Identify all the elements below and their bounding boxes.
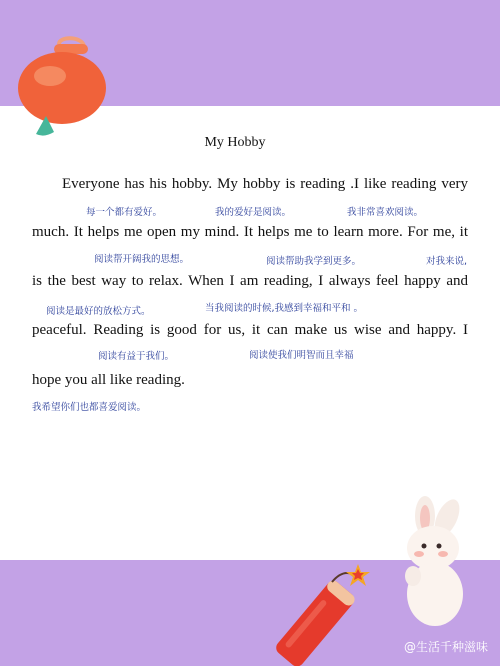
text-line-4: peaceful. Reading is good for us, it can make us wise and happy. I: [32, 322, 468, 338]
text-line-3: is the best way to relax. When I am reading, I always feel happy and: [32, 273, 468, 289]
text-line-2: much. It helps me open my mind. It helps me to learn more. For me, it: [32, 224, 468, 240]
translation-2a: 阅读帮开阔我的思想。: [94, 254, 190, 265]
translation-1b: 我的爱好是阅读。: [215, 207, 292, 218]
translation-3a: 阅读是最好的放松方式。: [46, 306, 151, 317]
bunny-icon: [395, 496, 475, 626]
translation-1c: 我非常喜欢阅读。: [347, 207, 424, 218]
firecracker-icon: [262, 560, 382, 666]
document-title: My Hobby: [204, 135, 266, 150]
lantern-icon: [14, 36, 114, 140]
translation-2b: 阅读帮助我学到更多。: [266, 256, 362, 267]
translation-4b: 阅读使我们明智而且幸福: [249, 350, 354, 361]
text-line-1: Everyone has his hobby. My hobby is reading .I like reading very: [62, 176, 468, 192]
translation-5a: 我希望你们也都喜爱阅读。: [32, 402, 147, 413]
watermark: @生活千种滋味: [403, 640, 488, 654]
translation-3b: 当我阅读的时候,我感到幸福和平和 。: [205, 303, 364, 314]
translation-2c: 对我来说,: [426, 256, 468, 267]
text-line-5: hope you all like reading.: [32, 372, 185, 388]
translation-4a: 阅读有益于我们。: [98, 351, 175, 362]
translation-1a: 每一个都有爱好。: [86, 207, 163, 218]
